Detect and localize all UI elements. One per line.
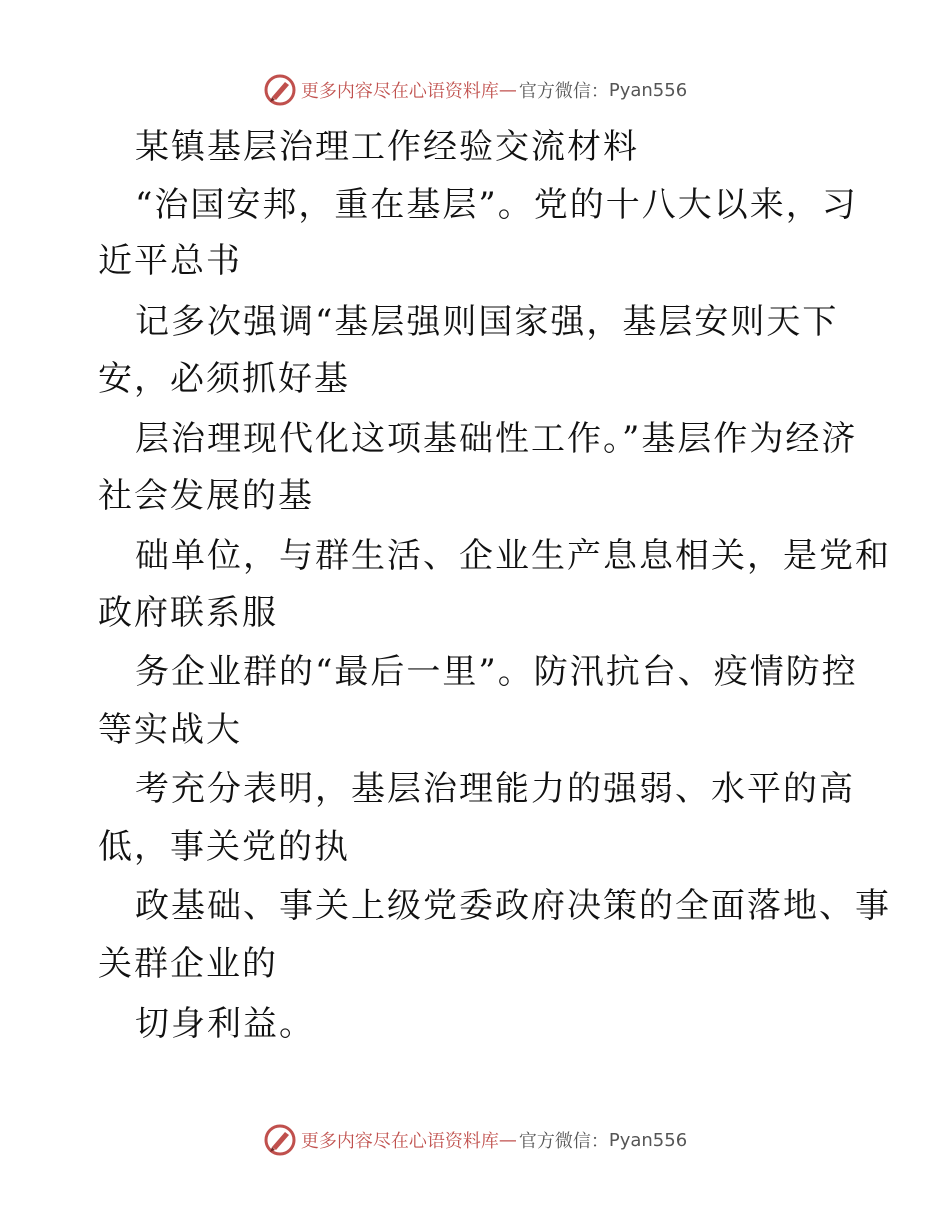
paragraph-line: 低，事关党的执	[98, 827, 350, 867]
paragraph-line: “治国安邦，重在基层”。党的十八大以来，习	[135, 185, 858, 225]
banner-separator: —	[498, 79, 517, 101]
banner-main-text: 更多内容尽在心语资料库	[300, 1131, 499, 1152]
banner-handle: Pyan556	[608, 1129, 688, 1151]
paragraph-line: 务企业群的“最后一里”。防汛抗台、疫情防控	[135, 652, 858, 692]
banner-separator: —	[498, 1129, 517, 1151]
paragraph-line: 层治理现代化这项基础性工作。”基层作为经济	[135, 419, 858, 459]
paragraph-line: 政府联系服	[98, 593, 278, 633]
banner-wechat-label: 官方微信：	[518, 81, 609, 102]
pen-logo-icon	[263, 1123, 297, 1157]
banner-handle: Pyan556	[608, 79, 688, 101]
paragraph-line: 近平总书	[98, 241, 242, 281]
paragraph-line: 考充分表明，基层治理能力的强弱、水平的高	[135, 769, 855, 809]
paragraph-line: 础单位，与群生活、企业生产息息相关，是党和	[135, 536, 891, 576]
header-banner	[0, 70, 950, 110]
paragraph-line: 记多次强调“基层强则国家强，基层安则天下	[135, 302, 839, 342]
pen-logo-icon	[263, 73, 297, 107]
banner-main-text: 更多内容尽在心语资料库	[300, 81, 499, 102]
document-title: 某镇基层治理工作经验交流材料	[135, 127, 639, 167]
footer-banner	[0, 1120, 950, 1160]
paragraph-line: 社会发展的基	[98, 476, 314, 516]
paragraph-line: 等实战大	[98, 710, 242, 750]
banner-wechat-label: 官方微信：	[518, 1131, 609, 1152]
paragraph-line: 切身利益。	[135, 1004, 315, 1044]
paragraph-line: 关群企业的	[98, 944, 278, 984]
paragraph-line: 政基础、事关上级党委政府决策的全面落地、事	[135, 886, 891, 926]
paragraph-line: 安，必须抓好基	[98, 359, 350, 399]
